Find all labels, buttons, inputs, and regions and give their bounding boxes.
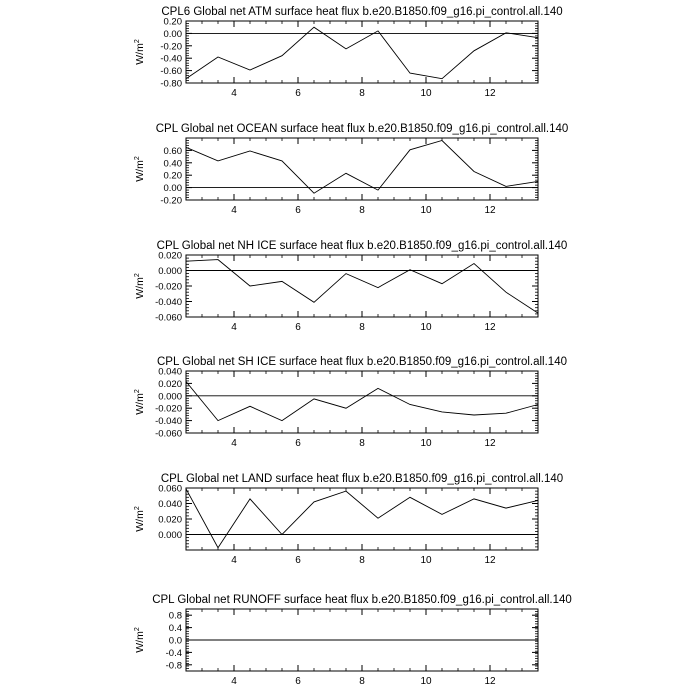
- y-tick-label: 0.00: [163, 28, 182, 40]
- y-tick-label: -0.80: [160, 78, 182, 90]
- y-tick-label: 0.60: [163, 145, 182, 157]
- x-tick-label: 6: [295, 322, 301, 333]
- y-tick-label: -0.020: [155, 281, 182, 293]
- y-axis-label: [134, 627, 146, 653]
- x-tick-label: 12: [484, 676, 496, 687]
- x-tick-label: 8: [359, 555, 365, 566]
- y-axis-label-exponent: 2: [134, 156, 141, 161]
- x-tick-label: 10: [420, 438, 432, 449]
- y-axis-label-exponent: 2: [134, 506, 141, 511]
- y-axis-label-exponent: 2: [134, 627, 141, 632]
- y-tick-label: -0.8: [165, 660, 182, 672]
- y-tick-label: 0.060: [158, 483, 182, 495]
- chart-title: CPL6 Global net ATM surface heat flux b.e20.B1850.f09_g16.pi_control.all.140: [161, 6, 563, 18]
- x-tick-label: 6: [295, 88, 301, 99]
- x-tick-label: 12: [484, 555, 496, 566]
- plot-frame: [186, 138, 538, 200]
- plot-frame: [186, 371, 538, 433]
- chart-panel-2: [134, 123, 568, 216]
- chart-title: CPL Global net LAND surface heat flux b.e20.B1850.f09_g16.pi_control.all.140: [160, 473, 564, 485]
- y-tick-label: 0.8: [168, 610, 182, 622]
- y-tick-label: 0.000: [158, 266, 182, 277]
- chart-title: CPL Global net SH ICE surface heat flux b.e20.B1850.f09_g16.pi_control.all.140: [156, 356, 568, 368]
- plot-frame: [186, 488, 538, 550]
- x-tick-label: 8: [359, 322, 365, 333]
- x-tick-label: 12: [484, 438, 496, 449]
- y-axis-label-exponent: 2: [134, 39, 141, 44]
- y-tick-label: 0.20: [163, 16, 182, 28]
- chart-title: CPL Global net RUNOFF surface heat flux b.e20.B1850.f09_g16.pi_control.all.140: [152, 594, 572, 606]
- y-axis-label-exponent: 2: [134, 273, 141, 278]
- x-tick-label: 4: [231, 322, 237, 333]
- y-axis-label-units: W/m: [134, 277, 146, 299]
- x-tick-label: 4: [231, 205, 237, 216]
- y-axis-label-units: W/m: [134, 510, 146, 532]
- x-tick-label: 10: [420, 205, 432, 216]
- y-tick-label: 0.40: [163, 158, 182, 170]
- y-tick-label: 0.00: [163, 183, 182, 195]
- y-tick-label: 0.4: [168, 623, 182, 635]
- y-tick-label: -0.040: [155, 297, 182, 308]
- y-tick-label: 0.0: [168, 635, 182, 647]
- y-axis-label-exponent: 2: [134, 389, 141, 394]
- y-axis-label: [134, 506, 146, 532]
- x-tick-label: 4: [231, 88, 237, 99]
- y-axis-label-units: W/m: [134, 631, 146, 653]
- y-tick-label: 0.020: [158, 514, 182, 526]
- chart-panel-6: [134, 594, 572, 687]
- series-line: [186, 27, 538, 78]
- y-axis-label: [134, 156, 146, 182]
- y-axis-label-units: W/m: [134, 393, 146, 415]
- y-tick-label: -0.060: [155, 428, 182, 440]
- y-tick-label: -0.060: [155, 312, 182, 324]
- x-tick-label: 10: [420, 88, 432, 99]
- x-tick-label: 8: [359, 88, 365, 99]
- y-tick-label: -0.20: [160, 41, 182, 53]
- x-tick-label: 8: [359, 205, 365, 216]
- chart-panel-5: [134, 473, 563, 566]
- chart-title: CPL Global net NH ICE surface heat flux b.e20.B1850.f09_g16.pi_control.all.140: [156, 240, 568, 252]
- y-axis-label: [134, 273, 146, 299]
- y-tick-label: -0.20: [160, 195, 182, 207]
- x-tick-label: 4: [231, 438, 237, 449]
- x-tick-label: 12: [484, 88, 496, 99]
- y-axis-label: [134, 39, 146, 65]
- x-tick-label: 10: [420, 555, 432, 566]
- x-tick-label: 10: [420, 322, 432, 333]
- y-axis-label: [134, 389, 146, 415]
- y-tick-label: -0.4: [165, 647, 182, 659]
- series-line: [186, 141, 538, 194]
- y-tick-label: 0.040: [158, 499, 182, 510]
- y-tick-label: -0.40: [160, 53, 182, 65]
- plot-frame: [186, 255, 538, 317]
- y-tick-label: 0.000: [158, 530, 182, 541]
- y-axis-label-units: W/m: [134, 160, 146, 182]
- y-tick-label: 0.020: [158, 378, 182, 390]
- series-line: [186, 382, 538, 421]
- y-axis-label-units: W/m: [134, 43, 146, 65]
- y-tick-label: -0.020: [155, 403, 182, 415]
- y-tick-label: 0.000: [158, 391, 182, 403]
- x-tick-label: 6: [295, 205, 301, 216]
- x-tick-label: 10: [420, 676, 432, 687]
- y-tick-label: -0.040: [155, 416, 182, 428]
- x-tick-label: 6: [295, 676, 301, 687]
- series-line: [186, 489, 538, 548]
- chart-panel-3: [134, 240, 567, 333]
- y-tick-label: -0.60: [160, 66, 182, 78]
- x-tick-label: 6: [295, 438, 301, 449]
- x-tick-label: 8: [359, 676, 365, 687]
- plot-frame: [186, 21, 538, 83]
- y-tick-label: 0.20: [163, 170, 182, 182]
- x-tick-label: 12: [484, 205, 496, 216]
- x-tick-label: 12: [484, 322, 496, 333]
- y-tick-label: 0.020: [158, 250, 182, 262]
- chart-panel-4: [134, 356, 567, 449]
- x-tick-label: 6: [295, 555, 301, 566]
- x-tick-label: 8: [359, 438, 365, 449]
- series-line: [186, 260, 538, 314]
- x-tick-label: 4: [231, 555, 237, 566]
- x-tick-label: 4: [231, 676, 237, 687]
- chart-panel-1: [134, 6, 563, 99]
- y-tick-label: 0.040: [158, 366, 182, 378]
- chart-title: CPL Global net OCEAN surface heat flux b.e20.B1850.f09_g16.pi_control.all.140: [155, 123, 569, 135]
